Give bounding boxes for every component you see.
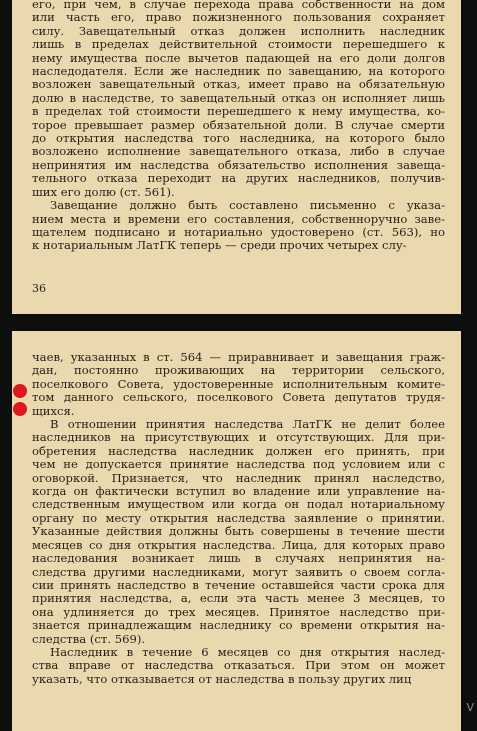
text-line: наследования возникает лишь в случаях непринятия на- (32, 552, 445, 566)
text-line: или часть его, право пожизненного пользования сохраняет (32, 11, 445, 25)
text-line: следства другими наследниками, могут заявить о своем согла- (32, 565, 445, 579)
red-dot-marker-icon (13, 384, 27, 398)
text-line: наследодателя. Если же наследник по завещанию, на которого (32, 65, 445, 79)
text-line: возложено исполнение завещательного отказа, либо в случае (32, 145, 445, 159)
text-line: силу. Завещательный отказ должен исполнить наследник (32, 24, 445, 38)
text-line: нему имущества после вычетов падающей на его доли долгов (32, 51, 445, 65)
text-line: дан, постоянно проживающих на территории сельского, (32, 364, 445, 378)
text-line: до открытия наследства того наследника, на которого было (32, 132, 445, 146)
text-line: Наследник в течение 6 месяцев со дня открытия наслед- (50, 645, 445, 659)
text-line: долю в наследстве, то завещательный отказ он исполняет лишь (32, 91, 445, 105)
text-line: его, при чем, в случае перехода права собственности на дом (32, 0, 445, 11)
text-line: чем не допускается принятие наследства под условием или с (32, 458, 445, 472)
text-line: обретения наследства наследник должен его принять, при (32, 444, 445, 458)
text-line: нием места и времени его составления, собственноручно заве- (32, 212, 445, 226)
text-line: поселкового Совета, удостоверенные исполнительным комите- (32, 377, 445, 391)
watermark: V (466, 701, 474, 714)
text-line: щихся. (32, 404, 75, 418)
page-text (32, 0, 445, 253)
text-line: сии принять наследство в течение оставшейся части срока для (32, 578, 445, 592)
text-line: оговоркой. Признается, что наследник принял наследство, (32, 471, 445, 485)
text-line: органу по месту открытия наследства заявление о принятии. (32, 511, 445, 525)
text-line: ства вправе от наследства отказаться. При этом он может (32, 659, 445, 673)
page-number: 36 (32, 282, 46, 295)
text-line: наследников на присутствующих и отсутствующих. Для при- (32, 431, 445, 445)
text-line: месяцев со дня открытия наследства. Лица, для которых право (32, 538, 445, 552)
text-line: возложен завещательный отказ, имеет право на обязательную (32, 78, 445, 92)
text-line: знается принадлежащим наследнику со времени открытия на- (32, 619, 445, 633)
text-line: указать, что отказывается от наследства в пользу других лиц (32, 672, 412, 686)
text-line: в пределах той стоимости перешедшего к нему имущества, ко- (32, 105, 445, 119)
text-line: к нотариальным ЛатГК теперь — среди прочих четырех слу- (32, 239, 407, 253)
text-line: следства (ст. 569). (32, 632, 146, 646)
book-page-top (12, 0, 461, 314)
text-line: В отношении принятия наследства ЛатГК не делит более (50, 418, 445, 432)
text-line: когда он фактически вступил во владение или управление на- (32, 485, 445, 499)
text-line: она удлиняется до трех месяцев. Принятое наследство при- (32, 605, 445, 619)
text-line: Завещание должно быть составлено письменно с указа- (50, 199, 445, 213)
text-line: принятия наследства, а, если эта часть менее 3 месяцев, то (32, 592, 445, 606)
book-page-bottom (12, 331, 461, 731)
text-line: чаев, указанных в ст. 564 — приравнивает и завещания граж- (32, 351, 445, 364)
text-line: том данного сельского, поселкового Совета депутатов трудя- (32, 391, 445, 405)
text-line: тельного отказа переходит на других наследников, получив- (32, 172, 445, 186)
page-text (32, 351, 445, 686)
text-line: лишь в пределах действительной стоимости перешедшего к (32, 38, 445, 52)
text-line: щателем подписано и нотариально удостоверено (ст. 563), но (32, 225, 445, 239)
text-line: следственным имуществом или когда он подал нотариальному (32, 498, 445, 512)
text-line: непринятия им наследства обязательство исполнения завеща- (32, 158, 445, 172)
text-line: Указанные действия должны быть совершены в течение шести (32, 525, 445, 539)
red-dot-marker-icon (13, 402, 27, 416)
text-line: торое превышает размер обязательной доли. В случае смерти (32, 118, 445, 132)
text-line: ших его долю (ст. 561). (32, 185, 175, 199)
